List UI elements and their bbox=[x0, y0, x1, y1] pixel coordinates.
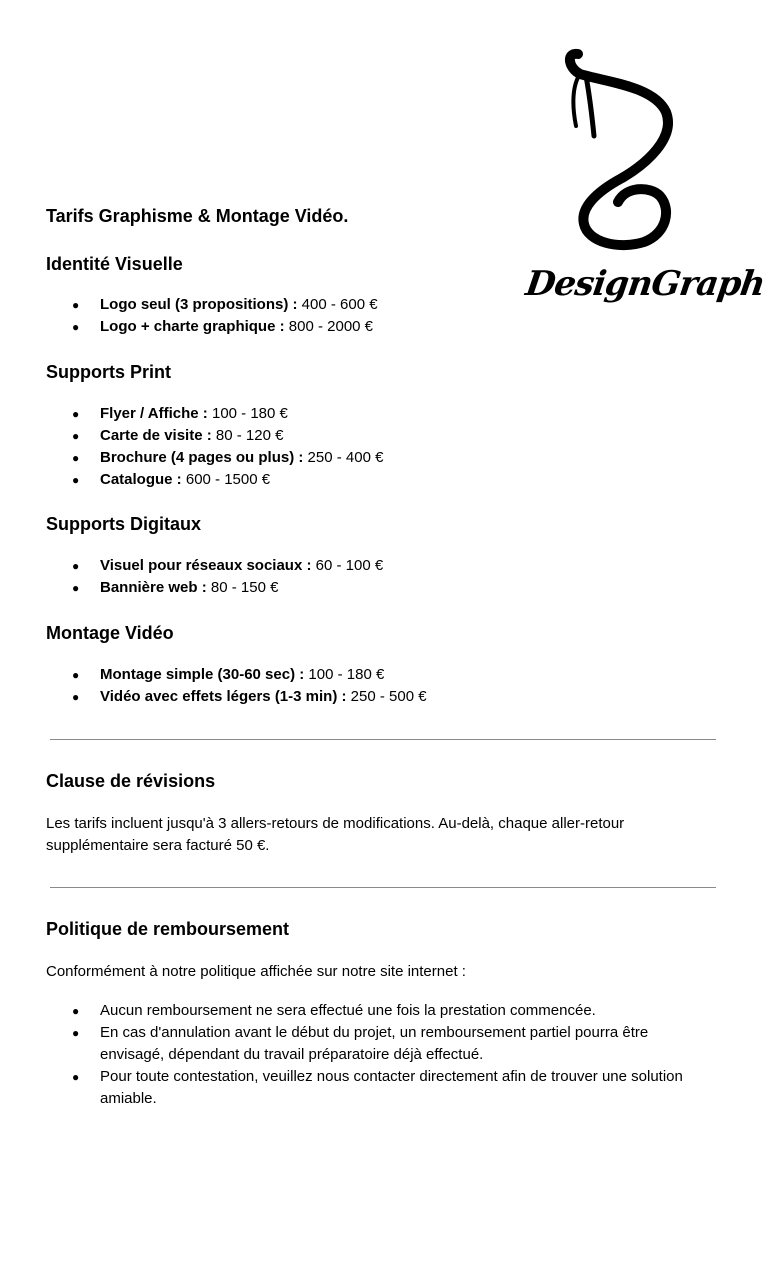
list-item bbox=[46, 403, 706, 425]
list-item bbox=[46, 316, 706, 338]
list-remboursement bbox=[46, 1000, 706, 1110]
item-label: Flyer / Affiche : bbox=[100, 405, 208, 422]
item-price: 100 - 180 € bbox=[211, 405, 288, 422]
list-item bbox=[46, 425, 706, 447]
revisions-text: Les tarifs incluent jusqu'à 3 allers-retours de modifications. Au-delà, chaque aller-retour supplémentaire sera facturé 50 €. bbox=[46, 815, 625, 854]
divider bbox=[50, 739, 716, 740]
item-label: Carte de visite : bbox=[100, 427, 212, 444]
item-label: Logo seul (3 propositions) : bbox=[100, 296, 298, 313]
list-item bbox=[46, 294, 706, 316]
item-label: Logo + charte graphique : bbox=[100, 318, 285, 335]
item-price: 800 - 2000 € bbox=[288, 318, 374, 335]
item-label: Visuel pour réseaux sociaux : bbox=[100, 557, 312, 574]
item-price: 100 - 180 € bbox=[308, 666, 385, 683]
item-price: 250 - 400 € bbox=[307, 449, 384, 466]
list-item: ● Pour toute contestation, veuillez nous contacter directement afin de trouver une solution amiable. bbox=[46, 1066, 706, 1110]
item-label: Bannière web : bbox=[100, 579, 207, 596]
item-price: 80 - 150 € bbox=[210, 579, 279, 596]
list-item bbox=[46, 447, 706, 469]
section-heading-digitaux: Supports Digitaux bbox=[46, 514, 202, 534]
list-print bbox=[46, 403, 706, 491]
item-price: 400 - 600 € bbox=[301, 296, 378, 313]
item-price: 80 - 120 € bbox=[215, 427, 284, 444]
logo-wordmark: DesignGraph bbox=[523, 264, 767, 304]
list-item bbox=[46, 469, 706, 491]
section-heading-print: Supports Print bbox=[46, 362, 171, 382]
item-price: 600 - 1500 € bbox=[185, 471, 271, 488]
list-item bbox=[46, 577, 706, 599]
item-price: 60 - 100 € bbox=[315, 557, 384, 574]
designgraph-logo bbox=[523, 46, 767, 321]
section-heading-identite: Identité Visuelle bbox=[46, 254, 183, 274]
list-item bbox=[46, 555, 706, 577]
page-title: Tarifs Graphisme & Montage Vidéo. bbox=[46, 206, 349, 226]
list-item bbox=[46, 686, 706, 708]
item-label: Brochure (4 pages ou plus) : bbox=[100, 449, 304, 466]
list-video bbox=[46, 664, 706, 708]
section-heading-video: Montage Vidéo bbox=[46, 623, 174, 643]
list-item: ● Aucun remboursement ne sera effectué une fois la prestation commencée. bbox=[46, 1000, 706, 1022]
divider bbox=[50, 887, 716, 888]
refund-intro: Conformément à notre politique affichée sur notre site internet : bbox=[46, 963, 466, 980]
item-label: Vidéo avec effets légers (1-3 min) : bbox=[100, 688, 347, 705]
logo-mark-icon bbox=[526, 46, 716, 256]
section-heading-revisions: Clause de révisions bbox=[46, 771, 216, 791]
item-label: Montage simple (30-60 sec) : bbox=[100, 666, 305, 683]
item-price: 250 - 500 € bbox=[350, 688, 427, 705]
list-identite bbox=[46, 294, 706, 338]
list-item bbox=[46, 664, 706, 686]
list-digitaux bbox=[46, 555, 706, 599]
list-item: ● En cas d'annulation avant le début du projet, un remboursement partiel pourra être envisagé, dépendant du travail préparatoire déjà effectué. bbox=[46, 1022, 706, 1066]
section-heading-remboursement: Politique de remboursement bbox=[46, 919, 290, 939]
item-label: Catalogue : bbox=[100, 471, 182, 488]
